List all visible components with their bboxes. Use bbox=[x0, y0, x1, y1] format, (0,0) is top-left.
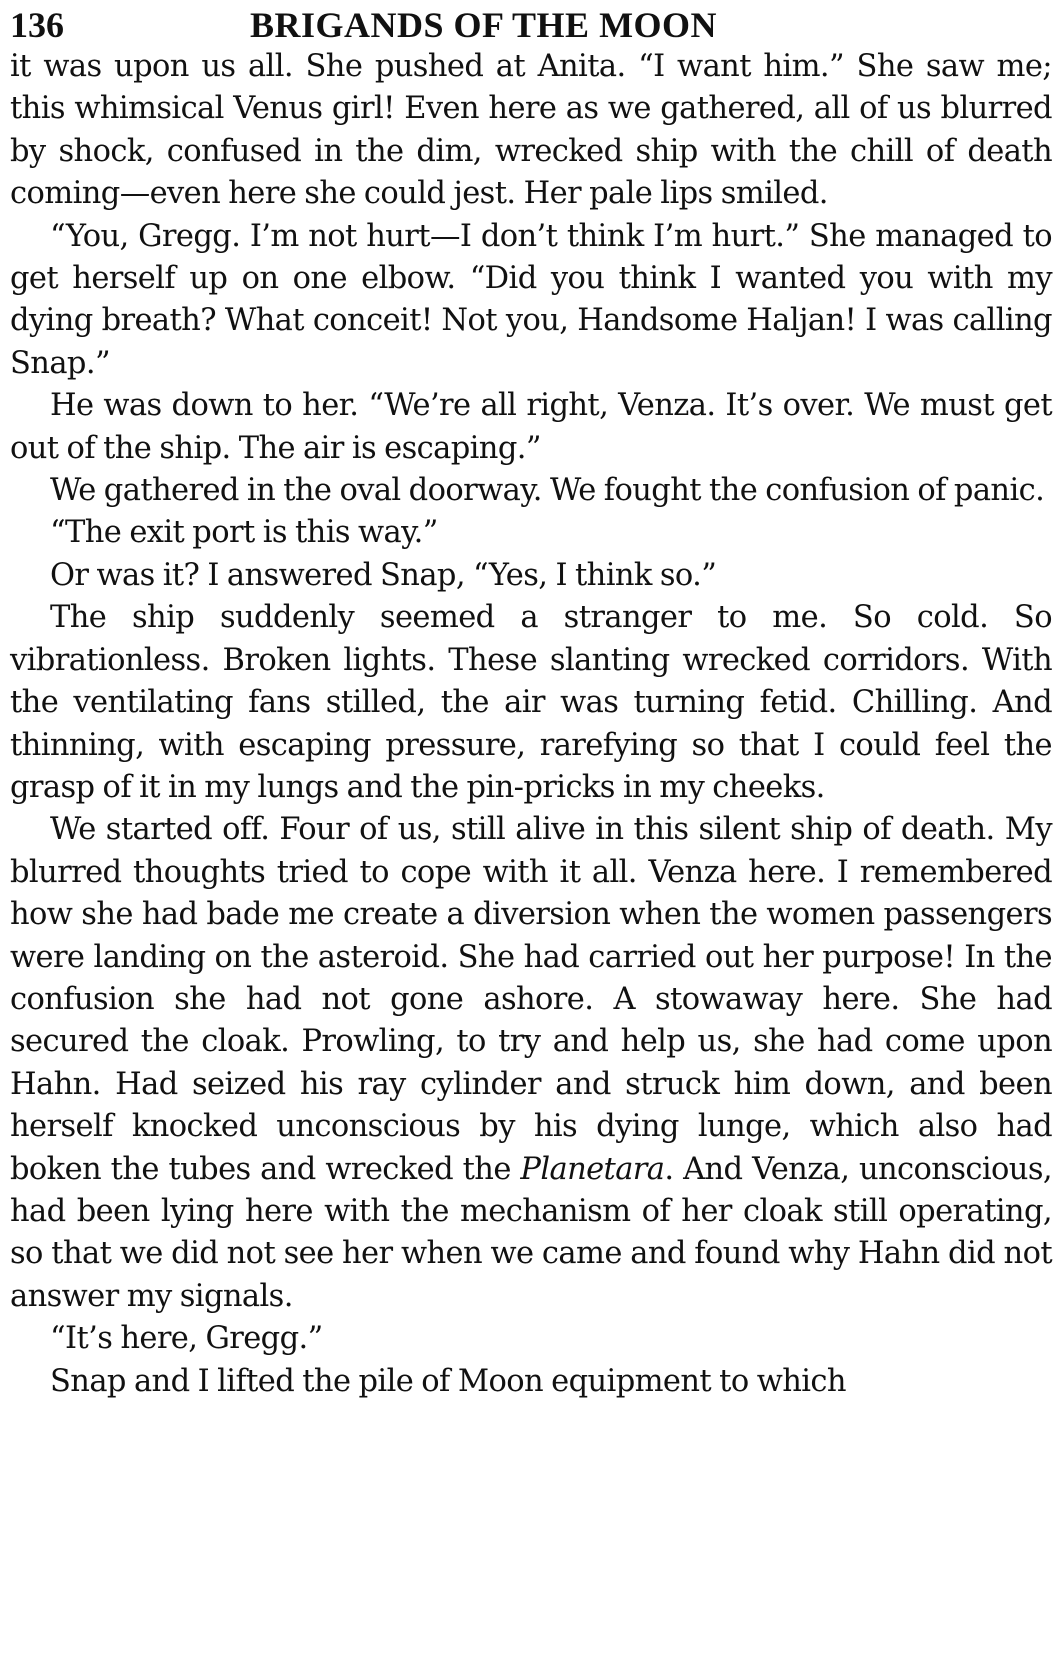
running-title: BRIGANDS OF THE MOON bbox=[250, 5, 718, 45]
text-segment: “You, Gregg. I’m not hurt—I don’t think I’m hurt.” She managed to get herself up on one elbow. “Did you think I wanted you with my dying breath? What conceit! Not you, Handsome Haljan! I was calling Snap.” bbox=[10, 218, 1052, 381]
body-text bbox=[10, 46, 1052, 1403]
paragraph bbox=[10, 512, 1052, 554]
page-header bbox=[10, 0, 1052, 46]
paragraph bbox=[10, 470, 1052, 512]
paragraph bbox=[10, 385, 1052, 470]
paragraph bbox=[10, 555, 1052, 597]
paragraph bbox=[10, 1318, 1052, 1360]
text-segment: Snap and I lifted the pile of Moon equipment to which bbox=[50, 1363, 846, 1399]
text-segment: He was down to her. “We’re all right, Venza. It’s over. We must get out of the ship. The air is escaping.” bbox=[10, 388, 1052, 466]
text-segment: We gathered in the oval doorway. We fought the confusion of panic. bbox=[50, 473, 1045, 509]
book-page bbox=[10, 0, 1052, 1662]
paragraph bbox=[10, 46, 1052, 216]
ship-name-italic: Planetara bbox=[520, 1151, 665, 1187]
text-segment: “The exit port is this way.” bbox=[50, 515, 438, 551]
paragraph bbox=[10, 1361, 1052, 1403]
paragraph bbox=[10, 809, 1052, 1318]
paragraph bbox=[10, 597, 1052, 809]
text-segment: . And Venza, unconscious, had been lying here with the mechanism of her cloak still operating, so that we did not see her when we came and found why Hahn did not answer my signals. bbox=[10, 1151, 1052, 1314]
page-number: 136 bbox=[10, 5, 64, 45]
text-segment: We started off. Four of us, still alive in this silent ship of death. My blurred thoughts tried to cope with it all. Venza here. I remembered how she had bade me create a diversion when the women passengers were landing on the asteroid. She had carried out her purpose! In the confusion she had not gone ashore. A stowaway here. She had secured the cloak. Prowling, to try and help us, she had come upon Hahn. Had seized his ray cylinder and struck him down, and been herself knocked unconscious by his dying lunge, which also had boken the tubes and wrecked the bbox=[10, 812, 1052, 1187]
text-segment: it was upon us all. She pushed at Anita. “I want him.” She saw me; this whimsical Venus girl! Even here as we gathered, all of us blurred by shock, confused in the dim, wrecked ship with the chill of death coming—even here she could jest. Her pale lips smiled. bbox=[10, 49, 1052, 212]
text-segment: Or was it? I answered Snap, “Yes, I think so.” bbox=[50, 557, 717, 593]
text-segment: The ship suddenly seemed a stranger to me. So cold. So vibrationless. Broken lights. These slanting wrecked corridors. With the ventilating fans stilled, the air was turning fetid. Chilling. And thinning, with escaping pressure, rarefying so that I could feel the grasp of it in my lungs and the pin-pricks in my cheeks. bbox=[10, 600, 1052, 805]
paragraph bbox=[10, 216, 1052, 386]
text-segment: “It’s here, Gregg.” bbox=[50, 1321, 323, 1357]
